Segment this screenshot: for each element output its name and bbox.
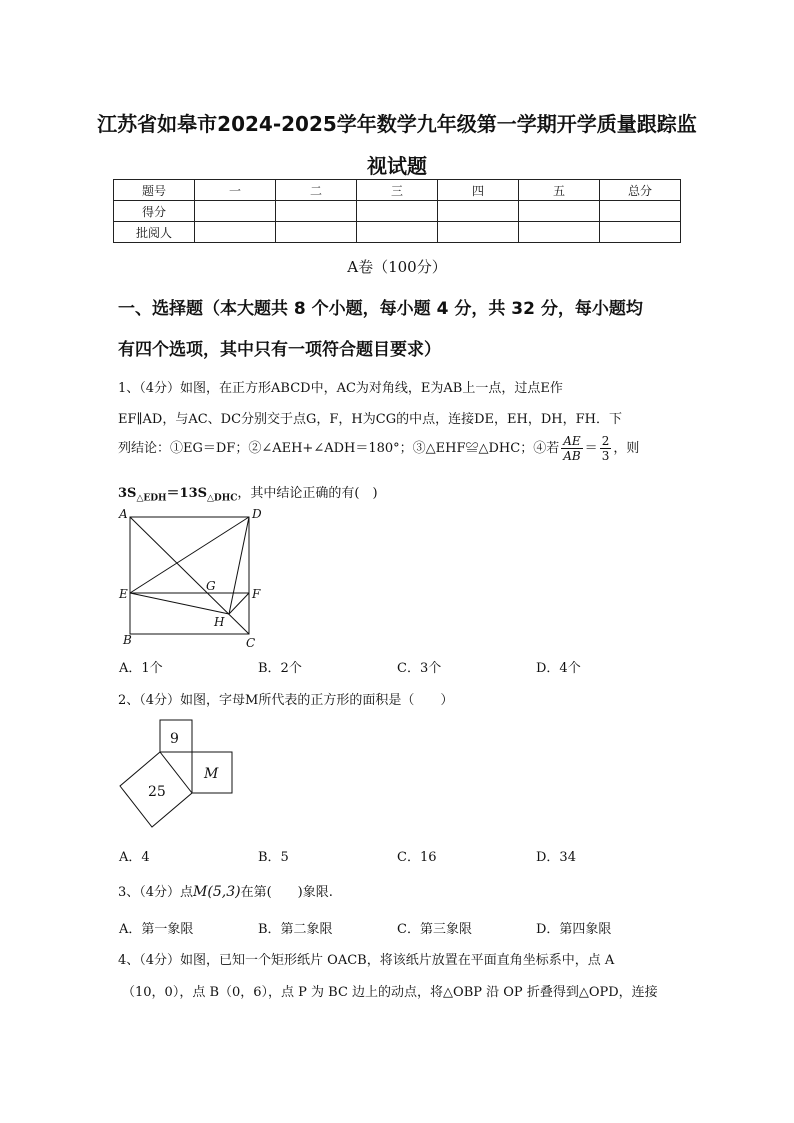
label-c: C [246,636,256,650]
reviewer-cell[interactable] [519,222,600,243]
segment-fh [229,593,249,614]
score-cell[interactable] [519,201,600,222]
q2-option-a[interactable]: A．4 [119,850,150,865]
q1-option-d[interactable]: D．4个 [536,661,581,676]
q1-line3-pre: 列结论：①EG＝DF；②∠AEH+∠ADH＝180°；③△EHF≌△DHC；④若 [118,441,560,456]
score-cell[interactable] [195,201,276,222]
volume-heading: A卷（100分） [347,258,447,276]
page-title-line1: 江苏省如皋市2024-2025学年数学九年级第一学期开学质量跟踪监 [97,112,697,136]
score-cell[interactable] [276,201,357,222]
section-heading-line2: 有四个选项，其中只有一项符合题目要求） [118,340,441,360]
score-cell[interactable] [357,201,438,222]
table-header-cell: 总分 [600,180,681,201]
page-title-line2: 视试题 [367,154,427,178]
q3-option-c[interactable]: C．第三象限 [397,922,472,937]
label-d: D [252,507,262,521]
q2-option-c[interactable]: C．16 [397,850,437,865]
q1-l4-sub2: △DHC [207,493,238,504]
label-f: F [252,587,261,601]
table-header-cell: 三 [357,180,438,201]
label-h: H [214,615,225,629]
q1-text-line1: 1、（4分）如图，在正方形ABCD中，AC为对角线，E为AB上一点，过点E作 [118,381,563,396]
frac-denominator: 3 [601,449,610,463]
row-label-reviewer: 批阅人 [114,222,195,243]
q1-option-b[interactable]: B．2个 [258,661,302,676]
segment-de [130,517,249,593]
q1-fraction-ae-ab [561,434,582,463]
q4-text-line1: 4、（4分）如图，已知一个矩形纸片 OACB，将该纸片放置在平面直角坐标系中，点 A [118,953,615,968]
score-cell[interactable] [438,201,519,222]
q4-text-line2: （10，0），点 B（0，6），点 P 为 BC 边上的动点，将△OBP 沿 OP 折叠得到△OPD，连接 [122,985,658,1000]
q3-point: M(5,3) [193,884,241,900]
reviewer-cell[interactable] [276,222,357,243]
q1-l4-b: ＝13S [166,486,208,501]
q1-text-line3 [118,434,639,463]
q3-option-b[interactable]: B．第二象限 [258,922,333,937]
table-header-cell: 一 [195,180,276,201]
q2-option-b[interactable]: B．5 [258,850,289,865]
q1-l4-c: ，其中结论正确的有( ) [237,486,378,501]
frac-numerator: AE [563,434,581,448]
frac-denominator: AB [563,449,581,463]
table-header-cell: 题号 [114,180,195,201]
reviewer-cell[interactable] [600,222,681,243]
q1-option-a[interactable]: A．1个 [119,661,163,676]
row-label-score: 得分 [114,201,195,222]
q1-equals: ＝ [584,441,598,456]
q2-stem: 2、（4分）如图，字母M所代表的正方形的面积是（ ） [118,693,454,708]
q3-stem-post: 在第( )象限. [240,885,333,900]
q3-stem [118,881,333,900]
q1-l4-a: 3S [118,486,137,501]
section-heading-line1: 一、选择题（本大题共 8 个小题，每小题 4 分，共 32 分，每小题均 [118,299,643,319]
frac-numerator: 2 [601,434,610,448]
label-b: B [123,633,132,647]
table-header-cell: 四 [438,180,519,201]
segment-dh [229,517,249,614]
q1-option-c[interactable]: C．3个 [397,661,442,676]
label-e: E [119,587,128,601]
table-row [114,180,681,201]
q2-option-d[interactable]: D．34 [536,850,576,865]
q3-option-a[interactable]: A．第一象限 [119,922,194,937]
table-row [114,222,681,243]
diagonal-ac [130,517,249,634]
q1-square-figure [110,500,280,650]
q3-option-d[interactable]: D．第四象限 [536,922,612,937]
label-25: 25 [148,784,166,800]
table-header-cell: 二 [276,180,357,201]
label-g: G [206,579,216,593]
reviewer-cell[interactable] [357,222,438,243]
label-9: 9 [170,731,179,747]
reviewer-cell[interactable] [195,222,276,243]
q2-squares-figure [112,712,244,838]
label-a: A [119,507,128,521]
label-m: M [204,766,219,782]
reviewer-cell[interactable] [438,222,519,243]
table-header-cell: 五 [519,180,600,201]
score-table [113,179,681,243]
q1-fraction-2-3 [600,434,612,463]
q1-line3-post: ，则 [613,441,640,456]
q1-l4-sub1: △EDH [136,493,167,504]
q1-text-line2: EF∥AD，与AC、DC分别交于点G，F，H为CG的中点，连接DE，EH，DH，FH．下 [118,412,622,427]
table-row [114,201,681,222]
segment-eh [130,593,229,614]
q3-stem-pre: 3、（4分）点 [118,885,194,900]
score-cell[interactable] [600,201,681,222]
